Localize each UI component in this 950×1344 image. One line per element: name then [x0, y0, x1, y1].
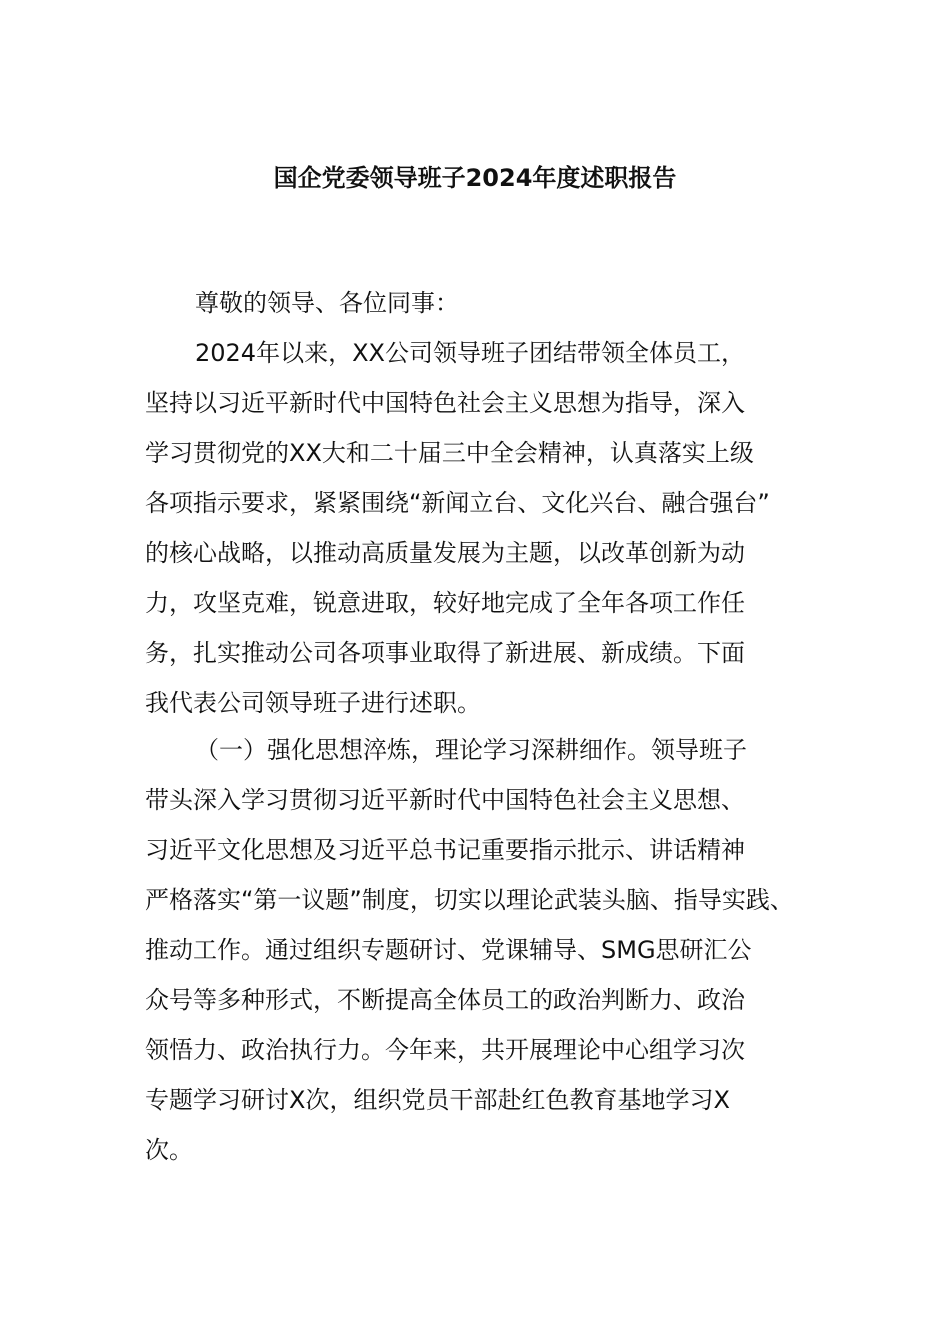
paragraph-line: 力，攻坚克难，锐意进取，较好地完成了全年各项工作任 — [145, 589, 745, 617]
paragraph-line: 务，扎实推动公司各项事业取得了新进展、新成绩。下面 — [145, 639, 745, 667]
paragraph-line: 习近平文化思想及习近平总书记重要指示批示、讲话精神 — [145, 836, 745, 864]
salutation — [145, 278, 825, 328]
document-title: 国企党委领导班子2024年度述职报告 — [273, 164, 677, 192]
paragraph-line: 次。 — [145, 1136, 193, 1164]
paragraph-line: （一）强化思想淬炼，理论学习深耕细作。领导班子 — [195, 736, 747, 764]
paragraph-line: 推动工作。通过组织专题研讨、党课辅导、SMG思研汇公 — [145, 936, 752, 964]
paragraph-line: 众号等多种形式，不断提高全体员工的政治判断力、政治 — [145, 986, 745, 1014]
paragraph-section-1 — [145, 725, 825, 1175]
paragraph-line: 学习贯彻党的XX大和二十届三中全会精神，认真落实上级 — [145, 439, 754, 467]
salutation-line: 尊敬的领导、各位同事： — [195, 289, 459, 317]
paragraph-intro — [145, 328, 825, 728]
paragraph-line: 严格落实“第一议题”制度，切实以理论武装头脑、指导实践、 — [145, 886, 794, 914]
paragraph-line: 我代表公司领导班子进行述职。 — [145, 689, 481, 717]
paragraph-line: 坚持以习近平新时代中国特色社会主义思想为指导，深入 — [145, 389, 745, 417]
paragraph-line: 专题学习研讨X次，组织党员干部赴红色教育基地学习X — [145, 1086, 730, 1114]
paragraph-line: 2024年以来，XX公司领导班子团结带领全体员工， — [195, 339, 745, 367]
paragraph-line: 各项指示要求，紧紧围绕“新闻立台、文化兴台、融合强台” — [145, 489, 770, 517]
paragraph-line: 领悟力、政治执行力。今年来，共开展理论中心组学习次 — [145, 1036, 745, 1064]
paragraph-line: 的核心战略，以推动高质量发展为主题，以改革创新为动 — [145, 539, 745, 567]
paragraph-line: 带头深入学习贯彻习近平新时代中国特色社会主义思想、 — [145, 786, 745, 814]
